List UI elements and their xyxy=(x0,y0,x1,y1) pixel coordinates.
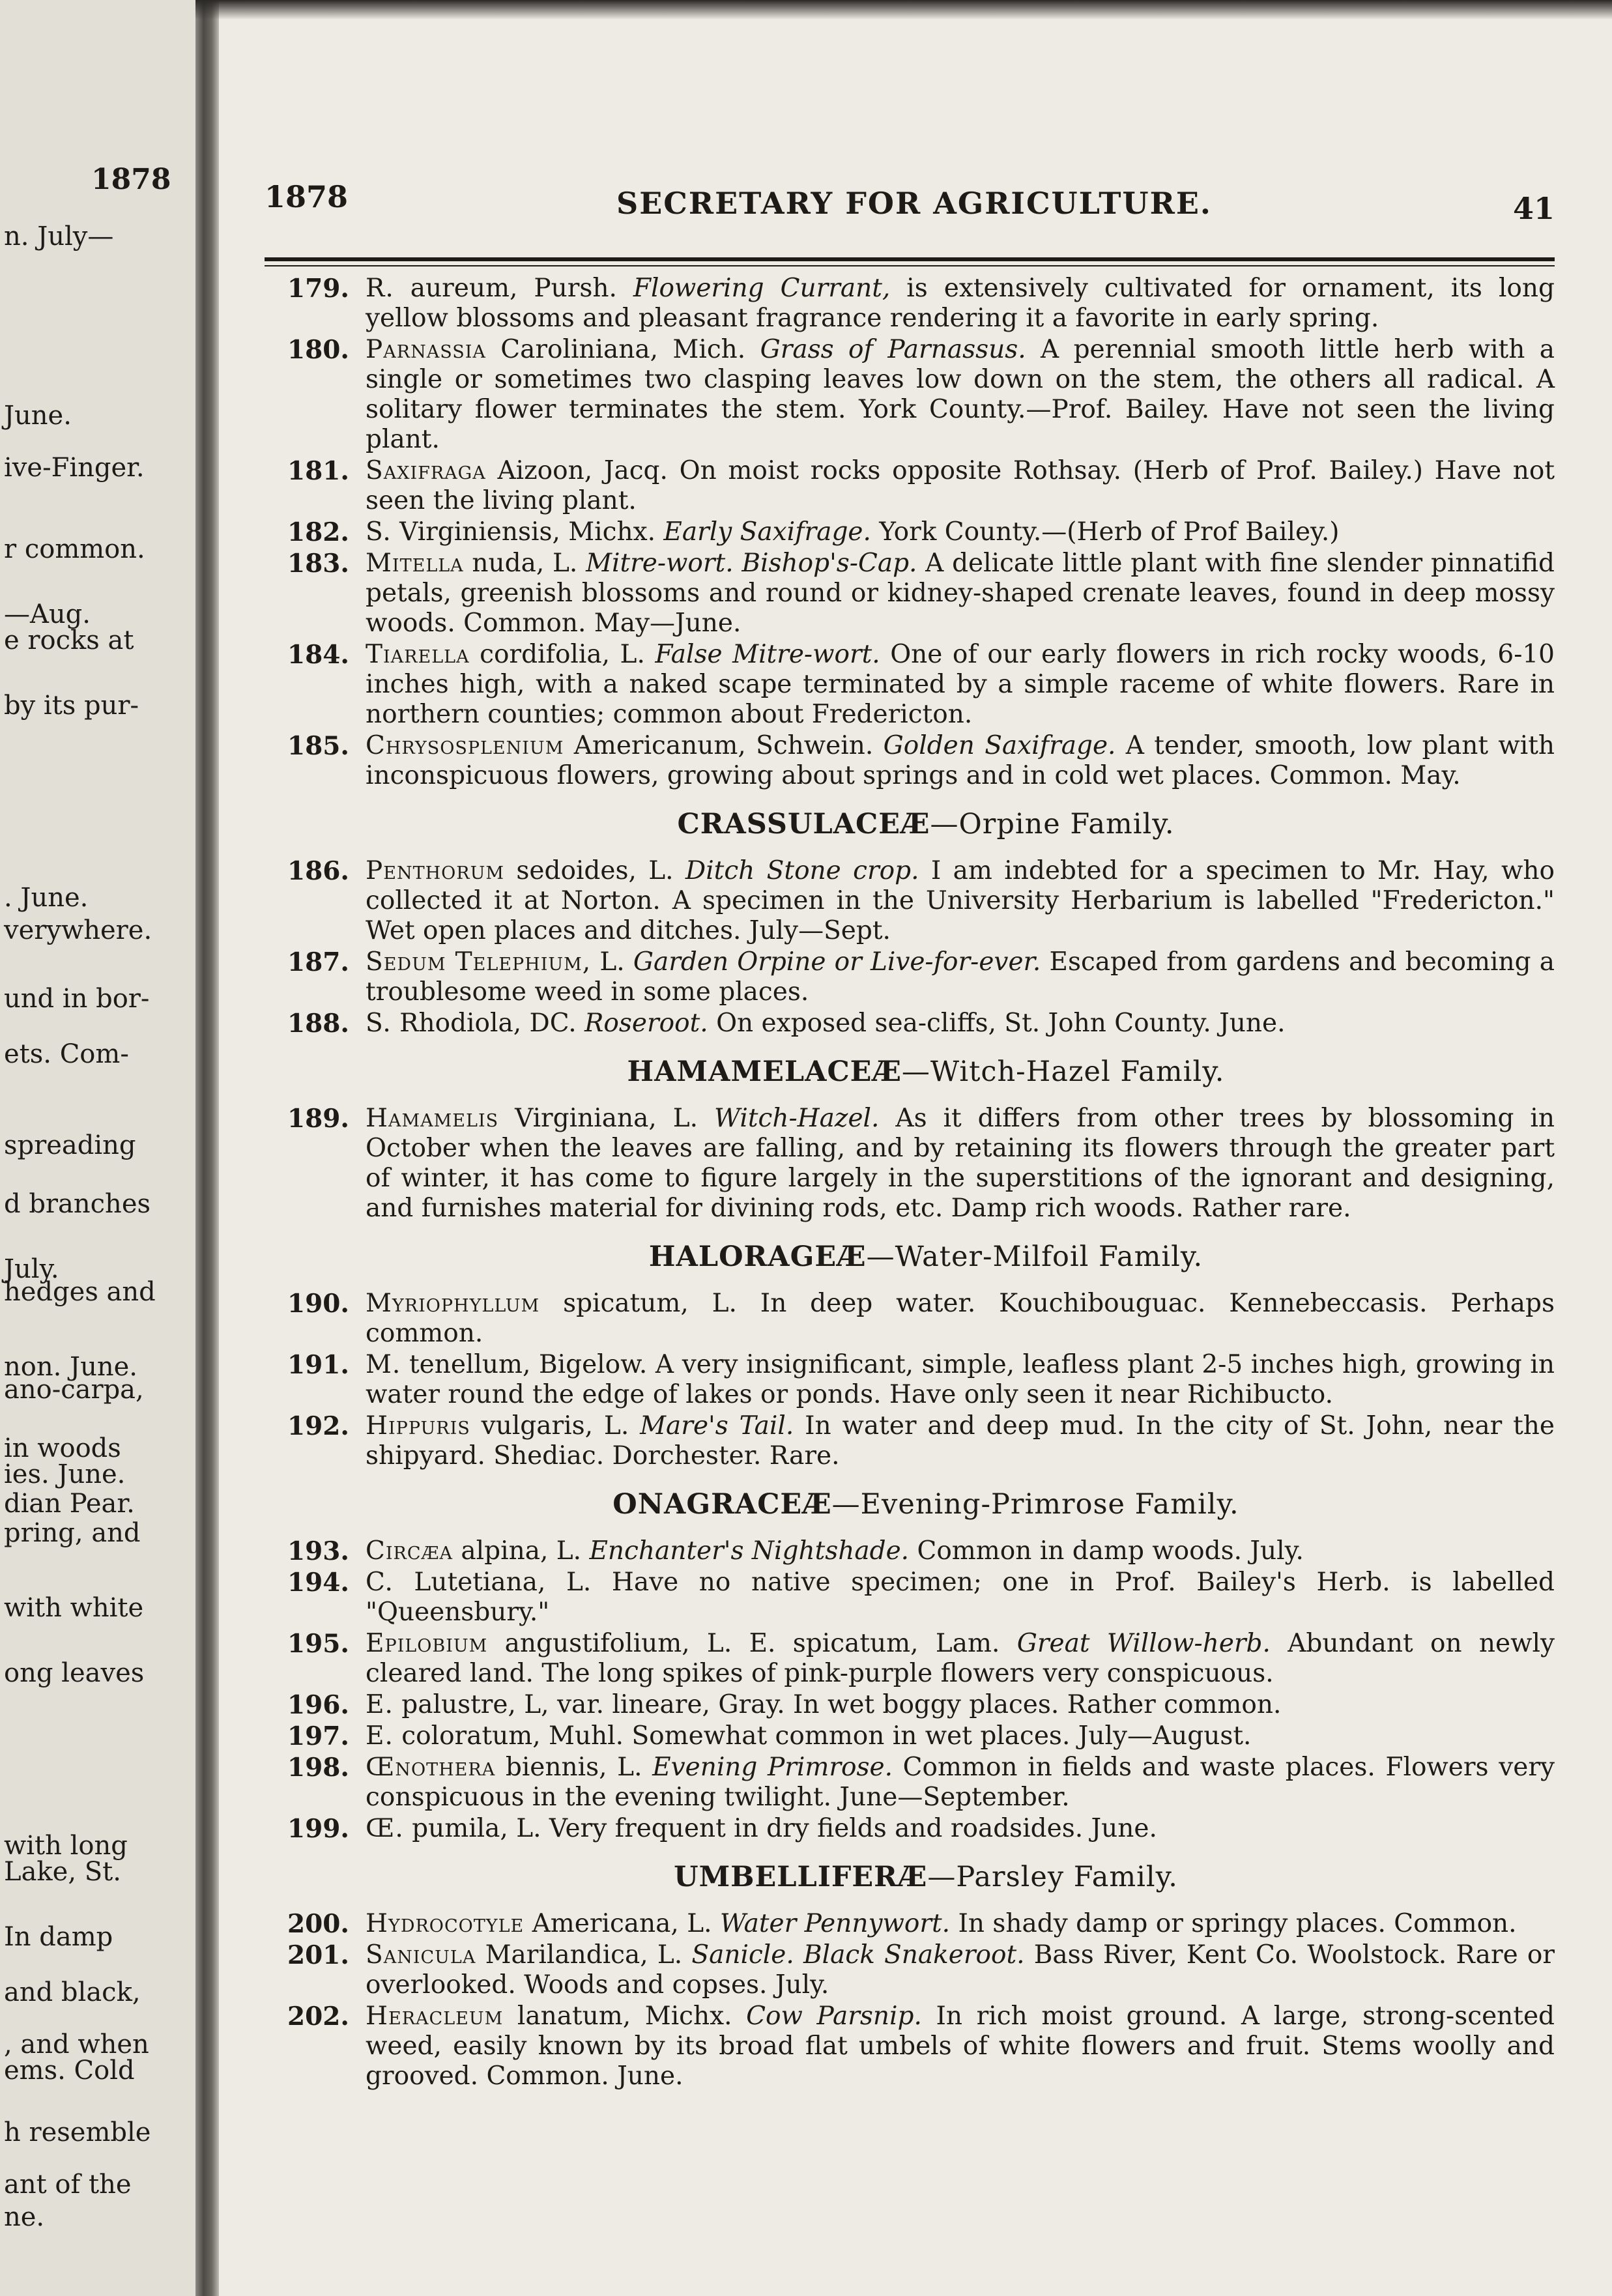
left-page-fragment: by its pur- xyxy=(4,691,139,721)
common-name: Garden Orpine or Live-for-ever. xyxy=(633,947,1041,977)
family-heading-hamamelaceae xyxy=(258,1055,1555,1088)
common-name: Golden Saxifrage. xyxy=(883,731,1116,760)
species-entry xyxy=(258,335,1555,455)
genus-name: Parnassia xyxy=(366,335,486,364)
genus-name: Chrysosplenium xyxy=(366,731,564,760)
family-name: HAMAMELACEÆ xyxy=(627,1055,902,1088)
family-common-name: —Orpine Family. xyxy=(930,808,1175,840)
species-name: pumila, L. xyxy=(403,1814,541,1843)
common-name: Grass of Parnassus. xyxy=(760,335,1026,364)
header-title: SECRETARY FOR AGRICULTURE. xyxy=(616,186,1212,221)
left-page-fragment: ong leaves xyxy=(4,1658,145,1688)
entry-description: A perennial smooth little herb with a single or sometimes two clasping leaves low down on the stem, the others all radical. A solitary flower terminates the stem. York County.—Prof. Bailey. Have not seen the living plant. xyxy=(366,335,1555,454)
main-page xyxy=(219,0,1612,2296)
entry-number: 184. xyxy=(287,640,349,670)
entry-description: I am indebted for a specimen to Mr. Hay, who collected it at Norton. A specimen in the University Herbarium is labelled "Fredericton." Wet open places and ditches. July—Sept. xyxy=(366,856,1555,945)
page-number: 41 xyxy=(1512,191,1555,226)
left-page-fragment: ant of the xyxy=(4,2170,132,2200)
entry-number: 179. xyxy=(287,274,349,304)
entry-description: In water and deep mud. In the city of St. John, near the shipyard. Shediac. Dorchester. Rare. xyxy=(366,1411,1555,1471)
genus-name: Circæa xyxy=(366,1536,453,1566)
genus-name: Tiarella xyxy=(366,640,470,669)
species-name: alpina, L. xyxy=(453,1536,590,1566)
left-page-fragment: dian Pear. xyxy=(4,1489,135,1519)
left-page-fragment: , and when xyxy=(4,2030,149,2059)
genus-name: Saxifraga xyxy=(366,456,486,485)
entry-description: In wet boggy places. Rather common. xyxy=(784,1690,1282,1719)
entry-description: In deep water. Kouchibouguac. Kennebeccasis. Perhaps common. xyxy=(366,1289,1555,1348)
left-page-fragment: . June. xyxy=(4,883,89,913)
genus-name: Œnothera xyxy=(366,1753,496,1782)
genus-name: Heracleum xyxy=(366,2002,504,2031)
entry-number: 199. xyxy=(287,1814,349,1844)
left-page-fragment: n. July— xyxy=(4,222,114,251)
entry-description: In shady damp or springy places. Common. xyxy=(950,1909,1517,1938)
left-page-fragment: in woods xyxy=(4,1433,121,1463)
species-entry xyxy=(258,1940,1555,2000)
left-page-fragment: non. June. xyxy=(4,1352,137,1382)
species-entry xyxy=(258,1104,1555,1224)
left-page-fragment: e rocks at xyxy=(4,625,134,655)
left-page-fragment: verywhere. xyxy=(4,915,152,945)
species-name: biennis, L. xyxy=(495,1753,653,1782)
species-name: Rhodiola, DC. xyxy=(391,1009,585,1038)
entry-number: 193. xyxy=(287,1536,349,1566)
entry-description: Escaped from gardens and becoming a troublesome weed in some places. xyxy=(366,947,1555,1007)
species-entry xyxy=(258,1536,1555,1566)
entry-description: A tender, smooth, low plant with inconspicuous flowers, growing about springs and in cold wet places. Common. May. xyxy=(366,731,1555,790)
entry-number: 190. xyxy=(287,1289,349,1319)
species-name: nuda, L. xyxy=(463,549,586,578)
genus-name: Penthorum xyxy=(366,856,504,885)
species-entry xyxy=(258,1753,1555,1813)
family-heading-halorageae xyxy=(258,1241,1555,1273)
species-name: Marilandica, L. xyxy=(476,1940,692,1970)
species-name: angustifolium, L. E. spicatum, Lam. xyxy=(487,1629,1017,1658)
entry-description: In rich moist ground. A large, strong-scented weed, easily known by its broad flat umbels of white flowers and fruit. Stems woolly and grooved. Common. June. xyxy=(366,2002,1555,2091)
species-entry xyxy=(258,640,1555,730)
genus-name: Sedum Telephium, xyxy=(366,947,592,977)
left-page-fragment: ne. xyxy=(4,2202,45,2232)
species-entry xyxy=(258,1690,1555,1720)
common-name: Evening Primrose. xyxy=(652,1753,893,1782)
genus-name: Œ. xyxy=(366,1814,404,1843)
left-page-fragment: und in bor- xyxy=(4,984,150,1014)
species-entry xyxy=(258,1568,1555,1628)
species-name: Caroliniana, Mich. xyxy=(485,335,760,364)
left-page-year: 1878 xyxy=(91,163,171,196)
page-content xyxy=(258,274,1555,2093)
species-entry xyxy=(258,2002,1555,2091)
species-name: Virginiana, L. xyxy=(498,1104,714,1133)
species-name: tenellum, Bigelow. xyxy=(401,1350,648,1379)
genus-name: Hydrocotyle xyxy=(366,1909,525,1938)
genus-name: M. xyxy=(366,1350,401,1379)
entry-number: 200. xyxy=(287,1909,349,1939)
genus-name: Hippuris xyxy=(366,1411,470,1441)
species-entry xyxy=(258,274,1555,334)
species-entry xyxy=(258,731,1555,791)
entries-crassulaceae xyxy=(258,856,1555,1039)
common-name: Roseroot. xyxy=(584,1009,708,1038)
common-name: Enchanter's Nightshade. xyxy=(589,1536,910,1566)
family-heading-onagraceae xyxy=(258,1488,1555,1521)
entry-description: York County.—(Herb of Prof Bailey.) xyxy=(871,517,1340,547)
family-name: HALORAGEÆ xyxy=(648,1241,867,1273)
entry-description: Bass River, Kent Co. Woolstock. Rare or overlooked. Woods and copses. July. xyxy=(366,1940,1555,2000)
common-name: Flowering Currant, xyxy=(633,274,891,303)
species-entry xyxy=(258,1289,1555,1349)
left-page-fragment: and black, xyxy=(4,1977,141,2007)
species-name: aureum, Pursh. xyxy=(394,274,633,303)
entry-description: Have no native specimen; one in Prof. Bailey's Herb. is labelled "Queensbury." xyxy=(366,1568,1555,1627)
species-name: coloratum, Muhl. xyxy=(393,1721,624,1751)
species-entry xyxy=(258,1009,1555,1039)
family-heading-umbelliferae xyxy=(258,1861,1555,1893)
genus-name: R. xyxy=(366,274,394,303)
entry-number: 183. xyxy=(287,549,349,579)
entry-number: 202. xyxy=(287,2002,349,2031)
entry-description: A delicate little plant with fine slender pinnatifid petals, greenish blossoms and round or kidney-shaped crenate leaves, found in deep mossy woods. Common. May—June. xyxy=(366,549,1555,638)
family-common-name: —Witch-Hazel Family. xyxy=(901,1055,1225,1088)
entry-number: 187. xyxy=(287,947,349,977)
species-name: Americana, L. xyxy=(524,1909,720,1938)
entries-halorageae xyxy=(258,1289,1555,1471)
species-name: L. xyxy=(591,947,633,977)
entry-number: 188. xyxy=(287,1009,349,1039)
left-page-fragment: ano-carpa, xyxy=(4,1375,144,1405)
top-shadow xyxy=(195,0,1612,20)
species-name: Lutetiana, L. xyxy=(393,1568,592,1597)
common-name: Water Pennywort. xyxy=(719,1909,951,1938)
genus-name: S. xyxy=(366,1009,392,1038)
species-name: lanatum, Michx. xyxy=(503,2002,747,2031)
genus-name: S. xyxy=(366,517,392,547)
entries-onagraceae xyxy=(258,1536,1555,1844)
family-name: UMBELLIFERÆ xyxy=(674,1861,928,1893)
entry-description: Very frequent in dry fields and roadsides. June. xyxy=(541,1814,1157,1843)
entry-description: On moist rocks opposite Rothsay. (Herb of Prof. Bailey.) Have not seen the living plant. xyxy=(366,456,1555,515)
entry-description: On exposed sea-cliffs, St. John County. June. xyxy=(708,1009,1286,1038)
entry-number: 197. xyxy=(287,1721,349,1751)
common-name: Sanicle. Black Snakeroot. xyxy=(691,1940,1025,1970)
left-page-fragment: June. xyxy=(4,401,72,431)
species-entry xyxy=(258,1411,1555,1471)
entry-number: 186. xyxy=(287,856,349,886)
entry-number: 180. xyxy=(287,335,349,365)
left-page-fragment: ies. June. xyxy=(4,1459,126,1489)
species-name: Aizoon, Jacq. xyxy=(485,456,668,485)
left-page-fragment: pring, and xyxy=(4,1518,141,1548)
header-rule-thick xyxy=(265,257,1555,261)
entry-number: 191. xyxy=(287,1350,349,1380)
entry-description: is extensively cultivated for ornament, its long yellow blossoms and pleasant fragrance rendering it a favorite in early spring. xyxy=(366,274,1555,333)
species-entry xyxy=(258,1350,1555,1410)
family-common-name: —Water-Milfoil Family. xyxy=(866,1241,1203,1273)
species-entry xyxy=(258,517,1555,547)
species-entry xyxy=(258,856,1555,946)
entries-hamamelaceae xyxy=(258,1104,1555,1224)
entries-saxifrage xyxy=(258,274,1555,791)
common-name: Cow Parsnip. xyxy=(746,2002,922,2031)
species-entry xyxy=(258,1909,1555,1939)
genus-name: Hamamelis xyxy=(366,1104,499,1133)
entry-number: 194. xyxy=(287,1568,349,1598)
left-page-fragment: d branches xyxy=(4,1189,151,1219)
entry-description: As it differs from other trees by blossoming in October when the leaves are falling, and by retaining its flowers through the greater part of winter, it has come to figure largely in the superstitions of the ignorant and designing, and furnishes material for divining rods, etc. Damp rich woods. Rather rare. xyxy=(366,1104,1555,1223)
species-entry xyxy=(258,1721,1555,1751)
species-name: Americanum, Schwein. xyxy=(564,731,884,760)
entry-description: Common in fields and waste places. Flowers very conspicuous in the evening twilight. June—September. xyxy=(366,1753,1555,1812)
entry-number: 189. xyxy=(287,1104,349,1134)
common-name: Great Willow-herb. xyxy=(1016,1629,1271,1658)
entry-number: 198. xyxy=(287,1753,349,1783)
page-header xyxy=(265,179,1555,226)
species-entry xyxy=(258,549,1555,639)
entry-number: 196. xyxy=(287,1690,349,1720)
entry-number: 181. xyxy=(287,456,349,486)
species-entry xyxy=(258,456,1555,516)
common-name: Witch-Hazel. xyxy=(713,1104,880,1133)
common-name: False Mitre-wort. xyxy=(655,640,880,669)
family-name: CRASSULACEÆ xyxy=(677,808,930,840)
family-common-name: —Evening-Primrose Family. xyxy=(831,1488,1239,1521)
genus-name: Sanicula xyxy=(366,1940,476,1970)
species-name: Virginiensis, Michx. xyxy=(391,517,664,547)
book-gutter xyxy=(195,0,219,2296)
common-name: Early Saxifrage. xyxy=(663,517,871,547)
genus-name: C. xyxy=(366,1568,394,1597)
family-common-name: —Parsley Family. xyxy=(927,1861,1178,1893)
species-name: spicatum, L. xyxy=(540,1289,737,1318)
genus-name: Mitella xyxy=(366,549,464,578)
genus-name: E. xyxy=(366,1690,394,1719)
genus-name: Myriophyllum xyxy=(366,1289,540,1318)
entries-umbelliferae xyxy=(258,1909,1555,2091)
left-page-fragment: hedges and xyxy=(4,1277,156,1307)
left-page-fragment: with white xyxy=(4,1593,144,1623)
entry-number: 195. xyxy=(287,1629,349,1659)
left-page-fragment: h resemble xyxy=(4,2117,151,2147)
left-page-fragment: ets. Com- xyxy=(4,1039,129,1069)
family-name: ONAGRACEÆ xyxy=(612,1488,832,1521)
common-name: Mitre-wort. Bishop's-Cap. xyxy=(586,549,917,578)
left-page-fragment: spreading xyxy=(4,1130,136,1160)
left-page-fragment: —Aug. xyxy=(4,599,91,629)
entry-number: 185. xyxy=(287,731,349,761)
left-page-fragment: ems. Cold xyxy=(4,2056,135,2086)
species-name: palustre, L, var. lineare, Gray. xyxy=(393,1690,785,1719)
species-entry xyxy=(258,1629,1555,1689)
common-name: Ditch Stone crop. xyxy=(685,856,919,885)
left-page-fragment: July. xyxy=(4,1254,59,1284)
entry-description: One of our early flowers in rich rocky woods, 6-10 inches high, with a naked scape terminated by a simple raceme of white flowers. Rare in northern counties; common about Fredericton. xyxy=(366,640,1555,729)
entry-number: 201. xyxy=(287,1940,349,1970)
entry-description: Abundant on newly cleared land. The long spikes of pink-purple flowers very conspicuous. xyxy=(366,1629,1555,1688)
family-heading-crassulaceae xyxy=(258,808,1555,840)
entry-number: 192. xyxy=(287,1411,349,1441)
entry-description: Common in damp woods. July. xyxy=(909,1536,1304,1566)
header-rule-thin xyxy=(265,265,1555,266)
common-name: Mare's Tail. xyxy=(640,1411,794,1441)
left-page-fragment: Lake, St. xyxy=(4,1857,121,1887)
entry-description: Somewhat common in wet places. July—August. xyxy=(624,1721,1252,1751)
species-entry xyxy=(258,1814,1555,1844)
left-page-fragment: ive-Finger. xyxy=(4,453,145,483)
species-name: sedoides, L. xyxy=(504,856,685,885)
left-page-fragment: r common. xyxy=(4,534,145,564)
genus-name: E. xyxy=(366,1721,394,1751)
species-entry xyxy=(258,947,1555,1007)
entry-number: 182. xyxy=(287,517,349,547)
header-year: 1878 xyxy=(265,179,349,214)
entry-description: A very insignificant, simple, leafless plant 2-5 inches high, growing in water round the edge of lakes or ponds. Have only seen it near Richibucto. xyxy=(366,1350,1555,1409)
left-page-fragment: with long xyxy=(4,1831,128,1861)
genus-name: Epilobium xyxy=(366,1629,488,1658)
left-page-fragment: In damp xyxy=(4,1922,113,1952)
species-name: cordifolia, L. xyxy=(469,640,655,669)
species-name: vulgaris, L. xyxy=(470,1411,640,1441)
left-page-edge xyxy=(0,0,195,2296)
